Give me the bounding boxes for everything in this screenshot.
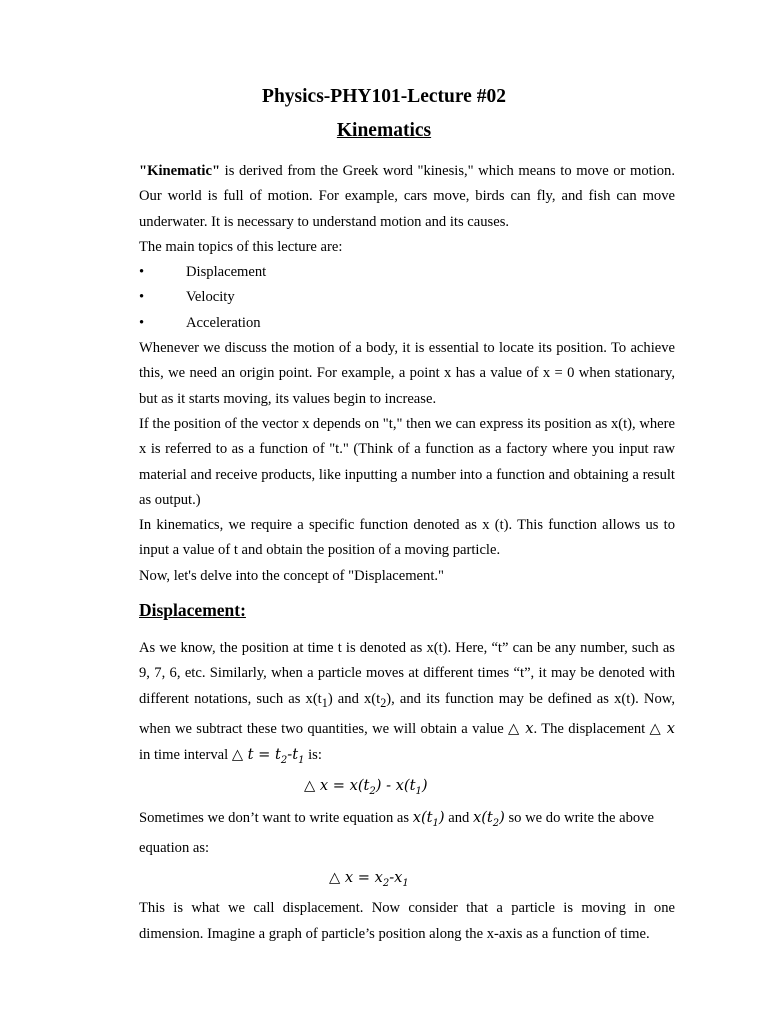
- bullet-icon: •: [139, 289, 145, 306]
- intro-paragraph-4: In kinematics, we require a specific function denoted as x (t). This function allows us to input a value of t and obtain the position of a moving particle.: [139, 517, 675, 559]
- list-item: • Velocity: [139, 285, 675, 310]
- displacement-paragraph-2: Sometimes we don’t want to write equation as $x(t_1)$ and $x(t_2)$ so we do write the above equation as:: [139, 808, 654, 856]
- section-heading-displacement: Displacement:: [139, 600, 246, 620]
- bullet-icon: •: [139, 314, 145, 331]
- intro-paragraph-5: Now, let's delve into the concept of "Displacement.": [139, 567, 444, 584]
- bullet-icon: •: [139, 264, 145, 281]
- intro-section: [139, 159, 675, 589]
- intro-paragraph-3: If the position of the vector x depends on "t," then we can express its position as x(t), where x is referred to as a function of "t." (Think of a function as a factory where you input raw material and receive products, like inputting a number into a function and obtaining a result as output.): [139, 415, 675, 508]
- kinematic-term: "Kinematic": [139, 163, 221, 179]
- displacement-paragraph-3: This is what we call displacement. Now consider that a particle is moving in one dimension. Imagine a graph of particle’s position along the x-axis as a function of time.: [139, 900, 675, 942]
- page-title: Physics-PHY101-Lecture #02: [262, 86, 506, 107]
- intro-paragraph-2: Whenever we discuss the motion of a body, it is essential to locate its position. To achieve this, we need an origin point. For example, a point x has a value of x = 0 when stationary, but as it starts moving, its values begin to increase.: [139, 340, 675, 407]
- displacement-paragraph-1: As we know, the position at time t is denoted as x(t). Here, “t” can be any number, such as 9, 7, 6, etc. Similarly, when a particle moves at different times “t”, it may be denoted with different notations, such as $x(t_1)$ and $x(t_2)$, and its function may be defined as x(t). Now, when we subtract these two quantities, we will obtain a value △ x. The displacement △ x in time interval △ $t = t_2-t_1$ is:: [139, 640, 676, 766]
- page-subtitle: Kinematics: [336, 120, 432, 141]
- displacement-section: [139, 636, 675, 947]
- equation-displacement-1: △ $x = x(t_2) - x(t_1)$: [304, 777, 428, 798]
- equation-displacement-2: △ $x = x_2-x_1$: [329, 869, 409, 889]
- intro-paragraph-1: "Kinematic" is derived from the Greek word "kinesis," which means to move or motion. Our world is full of motion. For example, cars move, birds can fly, and fish can move underwater. It is necessary to understand motion and its causes.: [139, 163, 675, 230]
- topics-lead: The main topics of this lecture are:: [139, 238, 343, 255]
- list-item: • Acceleration: [139, 311, 675, 336]
- list-item: • Displacement: [139, 260, 675, 285]
